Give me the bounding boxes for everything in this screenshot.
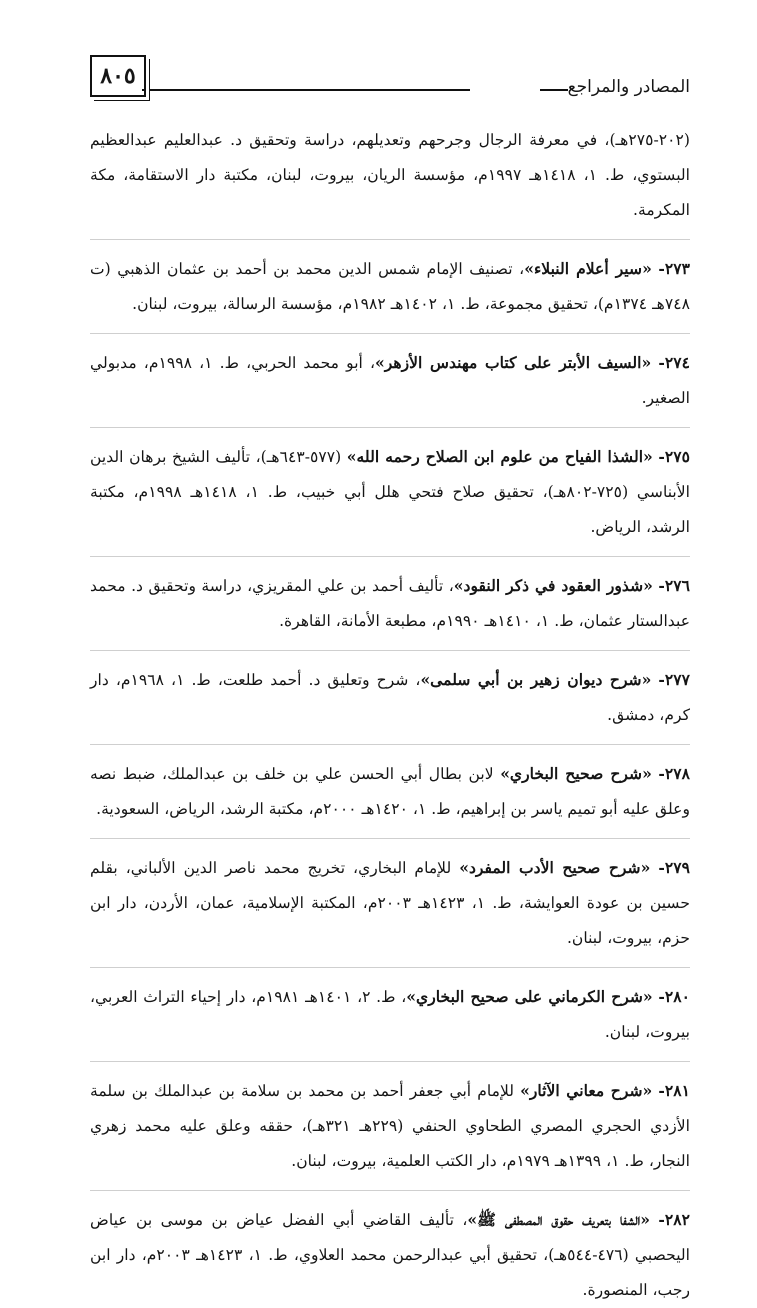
bibliography-entry [90, 839, 690, 956]
entry-title: «شرح ديوان زهير بن أبي سلمى» [420, 670, 652, 689]
bibliography-entry [90, 745, 690, 827]
header-rule-right [540, 89, 568, 91]
bibliography-entry [90, 240, 690, 322]
continued-entry: (٢٠٢-٢٧٥هـ)، في معرفة الرجال وجرحهم وتعديلهم، دراسة وتحقيق د. عبدالعليم عبدالعظيم البستوي، ط. ١، ١٤١٨هـ ١٩٩٧م، مؤسسة الريان، بيروت، لبنان، مكتبة دار الاستقامة، مكة المكرمة. [90, 131, 690, 219]
entry-details: ، شرح وتعليق د. أحمد طلعت، ط. ١، ١٩٦٨م، دار كرم، دمشق. [90, 671, 690, 724]
entry-details: للإمام البخاري، تخريج محمد ناصر الدين الألباني، بقلم حسين بن عودة العوايشة، ط. ١، ١٤٢٣هـ ٢٠٠٣م، المكتبة الإسلامية، عمان، الأردن، دار ابن حزم، بيروت، لبنان. [90, 859, 690, 947]
bibliography-entry [90, 1191, 690, 1308]
entry-details: (٥٧٧-٦٤٣هـ)، تأليف الشيخ برهان الدين الأبناسي (٧٢٥-٨٠٢هـ)، تحقيق صلاح فتحي هلل أبي خبيب، ط. ١، ١٤١٨هـ ١٩٩٨م، مكتبة الرشد، الرياض. [90, 448, 690, 536]
bibliography-entry [90, 1062, 690, 1179]
entry-number: ٢٨١- [658, 1081, 690, 1100]
entry-details: ، تصنيف الإمام شمس الدين محمد بن أحمد بن عثمان الذهبي (ت ٧٤٨هـ ١٣٧٤م)، تحقيق مجموعة، ط. ١، ١٤٠٢هـ ١٩٨٢م، مؤسسة الرسالة، بيروت، لبنان. [90, 260, 690, 313]
entry-number: ٢٧٧- [658, 670, 691, 689]
entry-title: «شذور العقود في ذكر النقود» [453, 576, 653, 595]
header-rule-left [142, 89, 470, 91]
entry-title: «سير أعلام النبلاء» [524, 259, 652, 278]
entry-details: ، أبو محمد الحربي، ط. ١، ١٩٩٨م، مدبولي الصغير. [90, 354, 690, 407]
entry-number: ٢٧٤- [658, 353, 691, 372]
entry-number: ٢٨٠- [658, 987, 690, 1006]
bibliography-entry [90, 968, 690, 1050]
page-number: ٨٠٥ [90, 55, 146, 97]
entry-number: ٢٧٨- [658, 764, 690, 783]
entry-number: ٢٨٢- [658, 1210, 690, 1229]
entry-number: ٢٧٩- [658, 858, 690, 877]
entry-number: ٢٧٦- [658, 576, 690, 595]
entry-details: ، تأليف القاضي أبي الفضل عياض بن موسى بن عياض اليحصبي (٤٧٦-٥٤٤هـ)، تحقيق أبي عبدالرحمن محمد العلاوي، ط. ١، ١٤٢٣هـ ٢٠٠٣م، دار ابن رجب، المنصورة. [90, 1211, 690, 1299]
page [90, 55, 690, 1308]
entry-details: ، تأليف أحمد بن علي المقريزي، دراسة وتحقيق د. محمد عبدالستار عثمان، ط. ١، ١٤١٠هـ ١٩٩٠م، مطبعة الأمانة، القاهرة. [90, 577, 690, 630]
bibliography-entry [90, 334, 690, 416]
entry-number: ٢٧٣- [658, 259, 690, 278]
entry-details: لابن بطال أبي الحسن علي بن خلف بن عبدالملك، ضبط نصه وعلق عليه أبو تميم ياسر بن إبراهيم، ط. ١، ١٤٢٠هـ ٢٠٠٠م، مكتبة الرشد، الرياض، السعودية. [90, 765, 690, 818]
entry-number: ٢٧٥- [658, 447, 690, 466]
bibliography-entry [90, 651, 690, 733]
entry-title: «شرح صحيح البخاري» [500, 764, 652, 783]
bibliography-list [90, 123, 690, 1308]
entry-title: «شرح الكرماني على صحيح البخاري» [406, 987, 653, 1006]
entry-details: للإمام أبي جعفر أحمد بن محمد بن سلامة بن عبدالملك بن سلمة الأزدي الحجري المصري الطحاوي الحنفي (٢٢٩هـ ٣٢١هـ)، حققه وعلق عليه محمد زهري النجار، ط. ١، ١٣٩٩هـ ١٩٧٩م، دار الكتب العلمية، بيروت، لبنان. [90, 1082, 691, 1170]
entry-title: «شرح معاني الآثار» [520, 1081, 653, 1100]
entry-details: ، ط. ٢، ١٤٠١هـ ١٩٨١م، دار إحياء التراث العربي، بيروت، لبنان. [90, 988, 690, 1041]
entry-title: «شرح صحيح الأدب المفرد» [459, 858, 651, 877]
entry-title: «السيف الأبتر على كتاب مهندس الأزهر» [375, 353, 652, 372]
section-title: المصادر والمراجع [567, 77, 690, 97]
page-header [90, 55, 690, 105]
bibliography-entry [90, 428, 690, 545]
bibliography-entry [90, 557, 690, 639]
entry-title: «الشذا الفياح من علوم ابن الصلاح رحمه الله» [346, 447, 653, 466]
entry-title: «الشفا بتعريف حقوق المصطفى ﷺ» [467, 1210, 650, 1229]
